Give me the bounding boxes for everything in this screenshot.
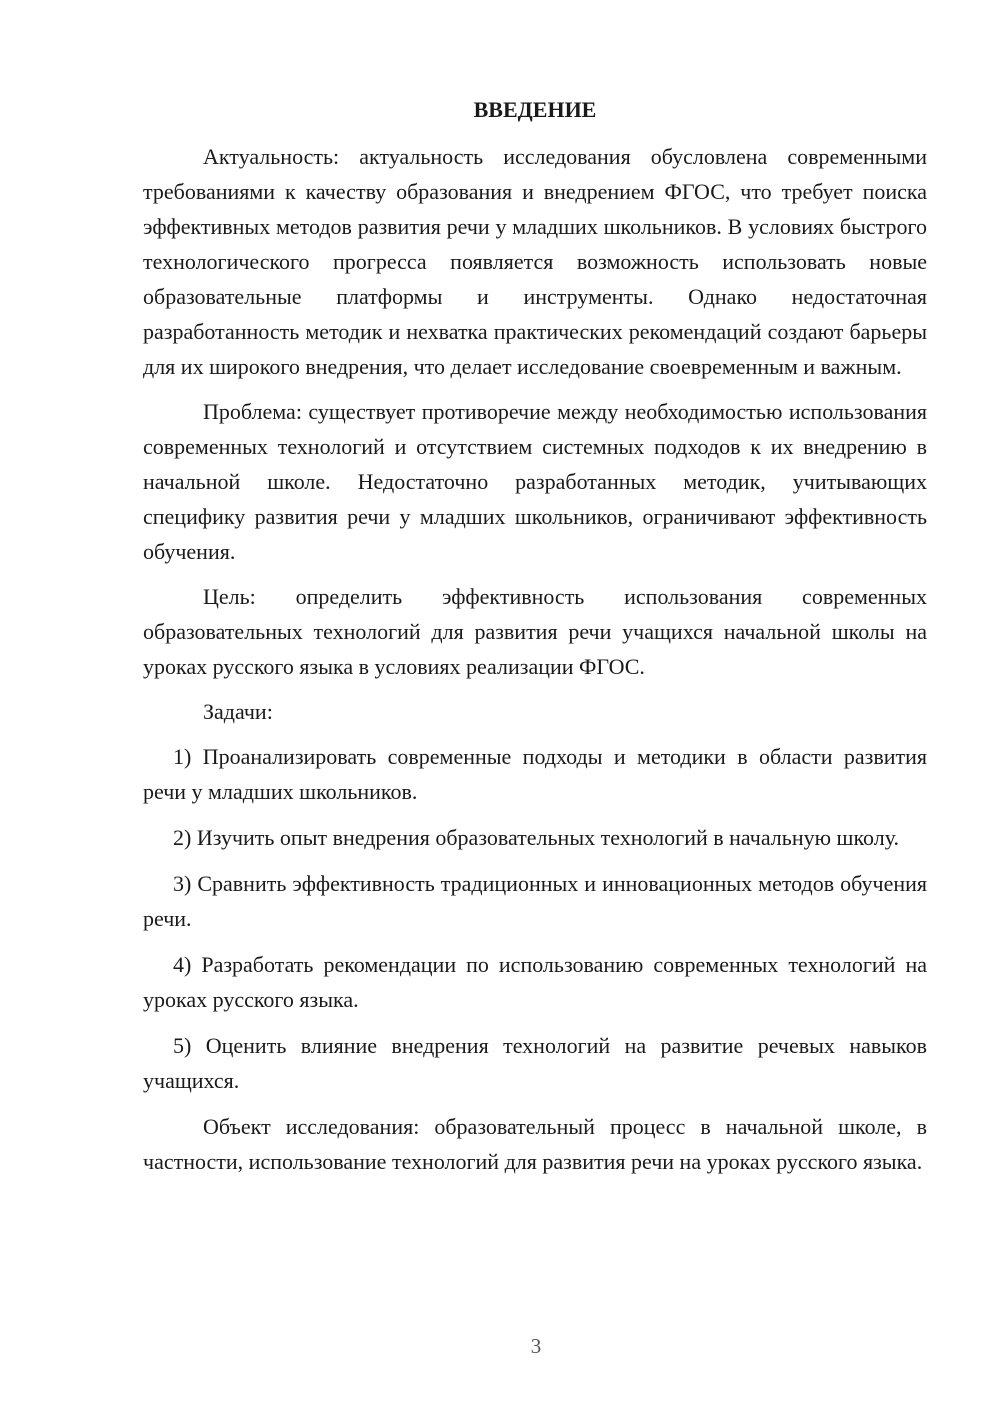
task-item: 3) Сравнить эффективность традиционных и инновационных методов обучения речи. (143, 871, 927, 931)
paragraph-problem: Проблема: существует противоречие между необходимостью использования современных технологий и отсутствием системных подходов к их внедрению в начальной школе. Недостаточно разработанных методик, учитывающих специфику развития речи у младших школьников, ограничивают эффективность обучения. (143, 399, 927, 564)
task-item: 2) Изучить опыт внедрения образовательных технологий в начальную школу. (173, 825, 900, 850)
page-number: 3 (530, 1334, 542, 1358)
paragraph-goal: Цель: определить эффективность использования современных образовательных технологий для развития речи учащихся начальной школы на уроках русского языка в условиях реализации ФГОС. (143, 584, 927, 679)
paragraph-relevance: Актуальность: актуальность исследования обусловлена современными требованиями к качеству образования и внедрением ФГОС, что требует поиска эффективных методов развития речи у младших школьников. В условиях быстрого технологического прогресса появляется возможность использовать новые образовательные платформы и инструменты. Однако недостаточная разработанность методик и нехватка практических рекомендаций создают барьеры для их широкого внедрения, что делает исследование своевременным и важным. (143, 144, 927, 379)
section-heading: ВВЕДЕНИЕ (473, 97, 597, 122)
page-content (143, 92, 927, 1189)
task-item: 1) Проанализировать современные подходы и методики в области развития речи у младших школьников. (143, 744, 927, 804)
paragraph-object: Объект исследования: образовательный процесс в начальной школе, в частности, использование технологий для развития речи на уроках русского языка. (143, 1114, 927, 1174)
task-item: 5) Оценить влияние внедрения технологий на развитие речевых навыков учащихся. (143, 1033, 927, 1093)
paragraph-tasks-label: Задачи: (203, 699, 273, 724)
task-item: 4) Разработать рекомендации по использованию современных технологий на уроках русского языка. (143, 952, 927, 1012)
